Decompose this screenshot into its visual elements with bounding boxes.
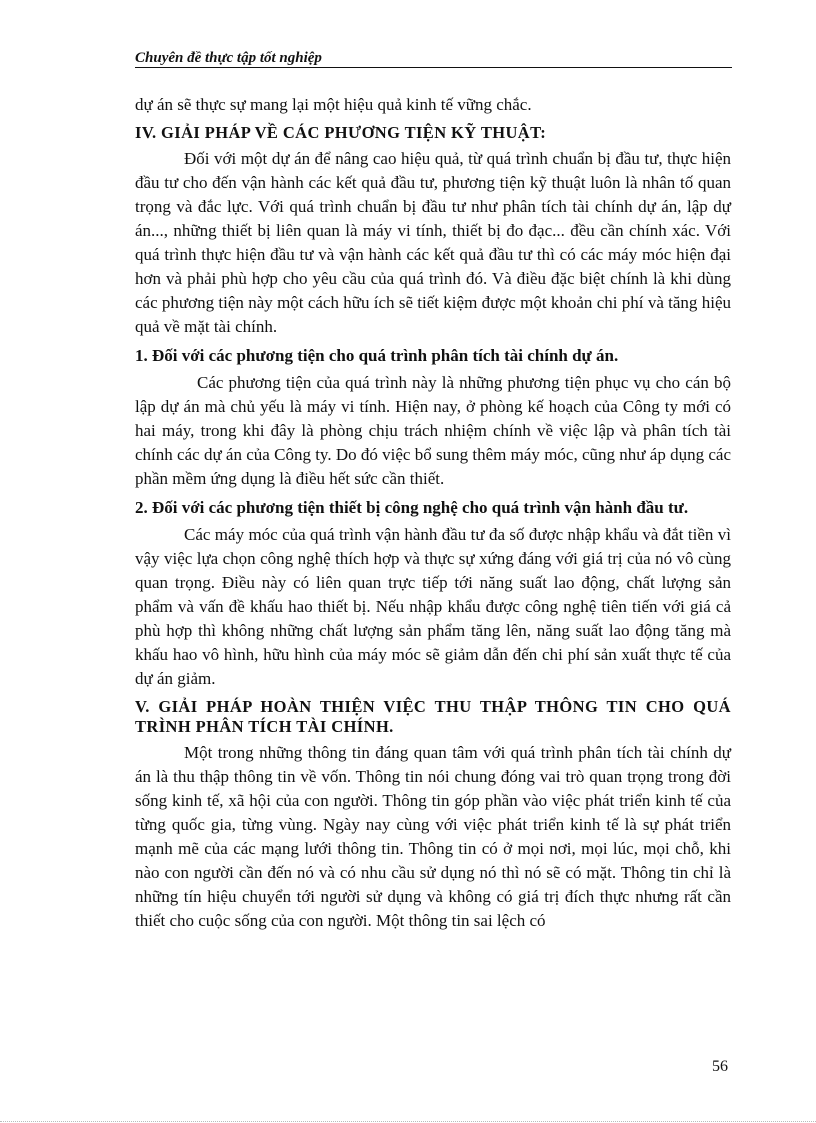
- paragraph-section-iv: Đối với một dự án để nâng cao hiệu quả, từ quá trình chuẩn bị đầu tư, thực hiện đầu tư cho đến vận hành các kết quả đầu tư, phương tiện kỹ thuật luôn là nhân tố quan trọng và đắc lực. Với quá trình chuẩn bị đầu tư như phân tích tài chính dự án, lập dự án..., những thiết bị liên quan là máy vi tính, thiết bị đo đạc... đều cần chính xác. Với quá trình thực hiện đầu tư và vận hành các kết quả đầu tư thì có các máy móc hiện đại hơn và phải phù hợp cho yêu cầu của quá trình đó. Và điều đặc biệt chính là khi dùng các phương tiện này một cách hữu ích sẽ tiết kiệm được một khoản chi phí và tăng hiệu quả về mặt tài chính.: [135, 149, 731, 336]
- paragraph-subsection-1: Các phương tiện của quá trình này là những phương tiện phục vụ cho cán bộ lập dự án mà chủ yếu là máy vi tính. Hiện nay, ở phòng kế hoạch của Công ty mới có hai máy, trong khi đây là phòng chịu trách nhiệm chính về việc lập và phân tích tài chính các dự án của Công ty. Do đó việc bổ sung thêm máy móc, cũng như áp dụng các phần mềm ứng dụng là điều hết sức cần thiết.: [135, 373, 731, 488]
- running-header: Chuyên đề thực tập tốt nghiệp: [135, 50, 732, 68]
- subheading-2: 2. Đối với các phương tiện thiết bị công nghệ cho quá trình vận hành đầu tư.: [135, 498, 689, 517]
- page-number: 56: [712, 1058, 728, 1075]
- paragraph-section-v: Một trong những thông tin đáng quan tâm với quá trình phân tích tài chính dự án là thu thập thông tin về vốn. Thông tin nói chung đóng vai trò quan trọng trong đời sống kinh tế, xã hội của con người. Thông tin góp phần vào việc phát triển kinh tế của từng quốc gia, từng vùng. Ngày nay cùng với việc phát triển kinh tế là sự phát triển mạnh mẽ của các mạng lưới thông tin. Thông tin có ở mọi nơi, mọi lúc, mọi chỗ, khi nào con người cần đến nó và có nhu cầu sử dụng nó thì nó sẽ có mặt. Thông tin chỉ là những tín hiệu chuyển tới người sử dụng và không có giá trị đích thực nhưng rất cần thiết cho cuộc sống của con người. Một thông tin sai lệch có: [135, 743, 731, 930]
- page-bottom-divider: [0, 1121, 816, 1122]
- section-heading-iv: IV. GIẢI PHÁP VỀ CÁC PHƯƠNG TIỆN KỸ THUẬT:: [135, 123, 547, 142]
- section-heading-v: V. GIẢI PHÁP HOÀN THIỆN VIỆC THU THẬP THÔNG TIN CHO QUÁ TRÌNH PHÂN TÍCH TÀI CHÍNH.: [135, 697, 731, 736]
- paragraph-subsection-2: Các máy móc của quá trình vận hành đầu tư đa số được nhập khẩu và đắt tiền vì vậy việc lựa chọn công nghệ thích hợp và thực sự xứng đáng với giá trị của nó vô cùng quan trọng. Điều này có liên quan trực tiếp tới năng suất lao động, chất lượng sản phẩm và vấn đề khấu hao thiết bị. Nếu nhập khẩu được công nghệ tiên tiến với giá cả phù hợp thì không những chất lượng sản phẩm tăng lên, năng suất lao động tăng mà khấu hao vô hình, hữu hình của máy móc sẽ giảm dẫn đến chi phí sản xuất thực tế của dự án giảm.: [135, 525, 731, 688]
- subheading-1: 1. Đối với các phương tiện cho quá trình phân tích tài chính dự án.: [135, 346, 619, 365]
- paragraph-intro: dự án sẽ thực sự mang lại một hiệu quả kinh tế vững chắc.: [135, 95, 532, 114]
- page-content: [135, 93, 731, 933]
